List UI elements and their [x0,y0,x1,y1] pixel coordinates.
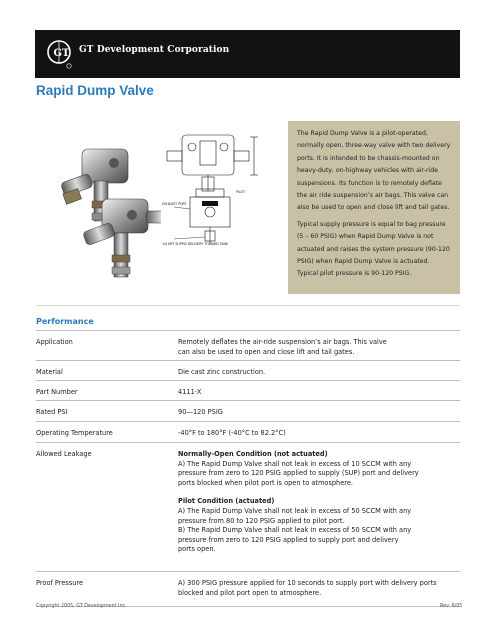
leakage-text: ports open. [178,545,216,554]
leakage-text: pressure from 80 to 120 PSIG applied to pilot port. [178,516,345,525]
row-value: A) 300 PSIG pressure applied for 10 seconds to supply port with delivery ports blocked and pilot port open to atmosphere. [178,579,437,597]
row-value: Remotely deflates the air-ride suspension’s air bags. This valve can also be used to open and close lift and tail gates. [178,338,387,356]
leakage-heading: Pilot Condition (actuated) [178,497,275,506]
logo-text: GT [53,48,70,59]
header-bar [35,30,460,78]
row-value: 90—120 PSIG [178,408,223,416]
row-value: -40°F to 180°F (-40°C to 82.2°C) [178,429,286,437]
table-row [36,442,460,571]
table-row [36,360,460,380]
diagram-label-exhaust: EXHAUST PORT [162,202,187,206]
footer-revision: Rev. 6/05 [440,604,463,609]
row-label: Operating Temperature [36,429,113,437]
table-row [36,421,460,442]
row-label: Application [36,338,73,346]
diagram-label-deliver: 1/4 NPT SUPPLY DELIVERY TOWARD TANK [162,242,228,246]
leakage-text: ports blocked when pilot port is open to atmosphere. [178,478,354,487]
table-row [36,571,463,609]
table-row [36,330,460,360]
diagram-label-pilot: PILOT [236,190,245,194]
table-row [36,380,460,400]
company-name: GT Development Corporation [79,45,230,55]
leakage-text: A) The Rapid Dump Valve shall not leak in excess of 50 SCCM with any [178,506,412,515]
performance-table [36,330,463,609]
row-label: Part Number [36,388,78,396]
row-label: Proof Pressure [36,579,84,587]
valve-photo [36,121,161,294]
row-label: Allowed Leakage [36,450,92,458]
row-value: 4111-X [178,388,202,396]
leakage-text: pressure from zero to 120 PSIG applied to supply port and delivery [178,535,399,544]
description-paragraph: Typical supply pressure is equal to bag pressure (5 – 60 PSIG) when Rapid Dump Valve is not actuated and raises the system pressure (90-120 PSIG) when Rapid Dump Valve is actuated. Typical pilot pressure is 90-120 PSIG. [297,220,450,278]
row-value: Die cast zinc construction. [178,368,266,376]
section-divider [36,305,460,306]
footer-copyright: Copyright 2005, GT Development Inc. [36,604,127,609]
performance-title: Performance [36,317,94,326]
hero-section [36,121,460,294]
leakage-text: A) The Rapid Dump Valve shall not leak in excess of 10 SCCM with any [178,459,412,468]
row-label: Rated PSI [36,408,68,416]
row-value [178,443,460,571]
page-title: Rapid Dump Valve [36,83,154,98]
row-label: Material [36,368,63,376]
table-row [36,400,460,421]
leakage-text: B) The Rapid Dump Valve shall not leak in excess of 50 SCCM with any [178,526,412,535]
description-paragraph: The Rapid Dump Valve is a pilot-operated, normally open, three-way valve with two delivery ports. It is intended to be chassis-mounted on heavy-duty, on-highway vehicles with air-ride suspensions. Its function is to remotely deflate the air ride suspension’s air bags. This valve can also be used to open and close lift and tail gates. [297,130,451,212]
company-logo-icon [45,38,73,70]
technical-drawing [162,127,286,257]
leakage-text: pressure from zero to 120 PSIG applied to supply (SUP) port and delivery [178,469,419,478]
leakage-heading: Normally-Open Condition (not actuated) [178,450,328,458]
description-panel [288,121,460,294]
